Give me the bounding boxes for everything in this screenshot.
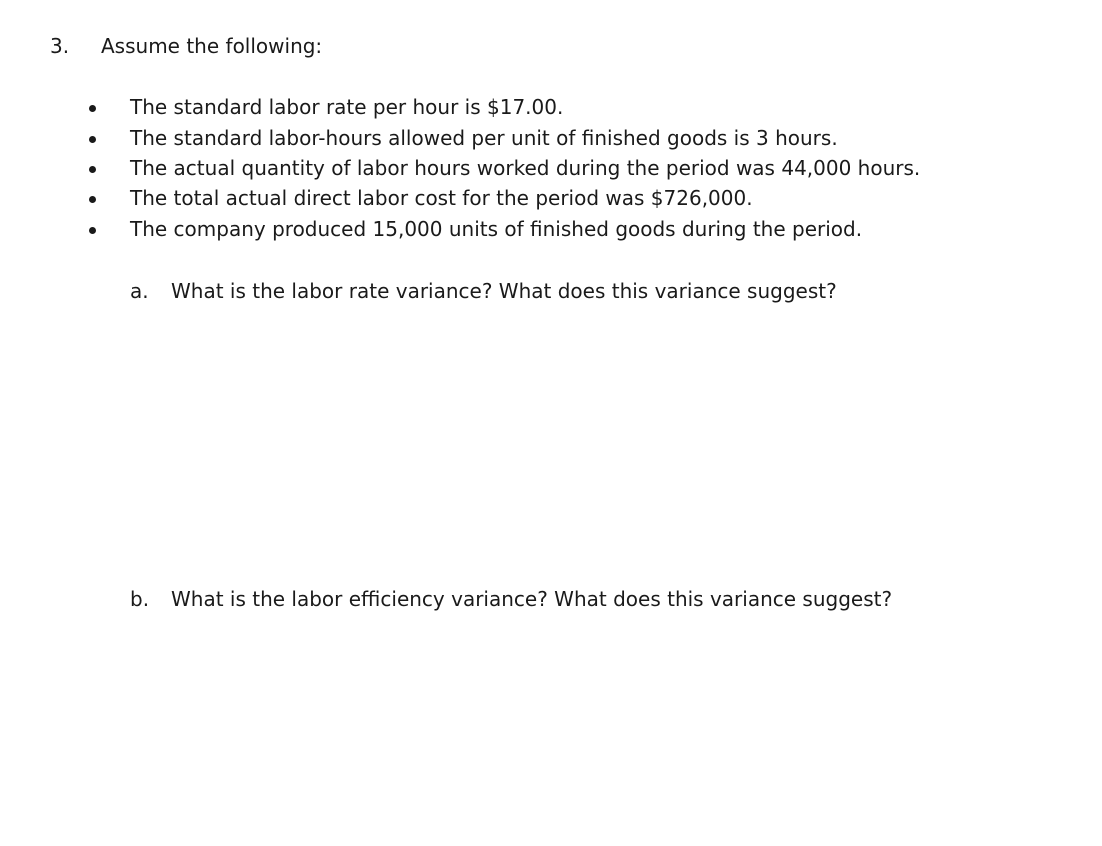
part-a-question: What is the labor rate variance? What does this variance suggest? <box>171 279 837 303</box>
bullet-icon <box>89 227 96 234</box>
list-item-text: The standard labor-hours allowed per unit of finished goods is 3 hours. <box>130 126 838 150</box>
list-item-text: The actual quantity of labor hours worked during the period was 44,000 hours. <box>130 156 921 180</box>
question-number: 3. <box>50 34 70 58</box>
bullet-icon <box>89 105 96 112</box>
part-a-letter: a. <box>130 279 149 303</box>
bullet-icon <box>89 136 96 143</box>
list-item-text: The total actual direct labor cost for the period was $726,000. <box>130 186 753 210</box>
bullet-icon <box>89 196 96 203</box>
list-item-text: The company produced 15,000 units of finished goods during the period. <box>130 217 863 241</box>
list-item-text: The standard labor rate per hour is $17.00. <box>130 95 564 119</box>
part-b-letter: b. <box>130 587 150 611</box>
question-intro: Assume the following: <box>101 34 323 58</box>
bullet-icon <box>89 166 96 173</box>
part-b-question: What is the labor efficiency variance? What does this variance suggest? <box>171 587 893 611</box>
